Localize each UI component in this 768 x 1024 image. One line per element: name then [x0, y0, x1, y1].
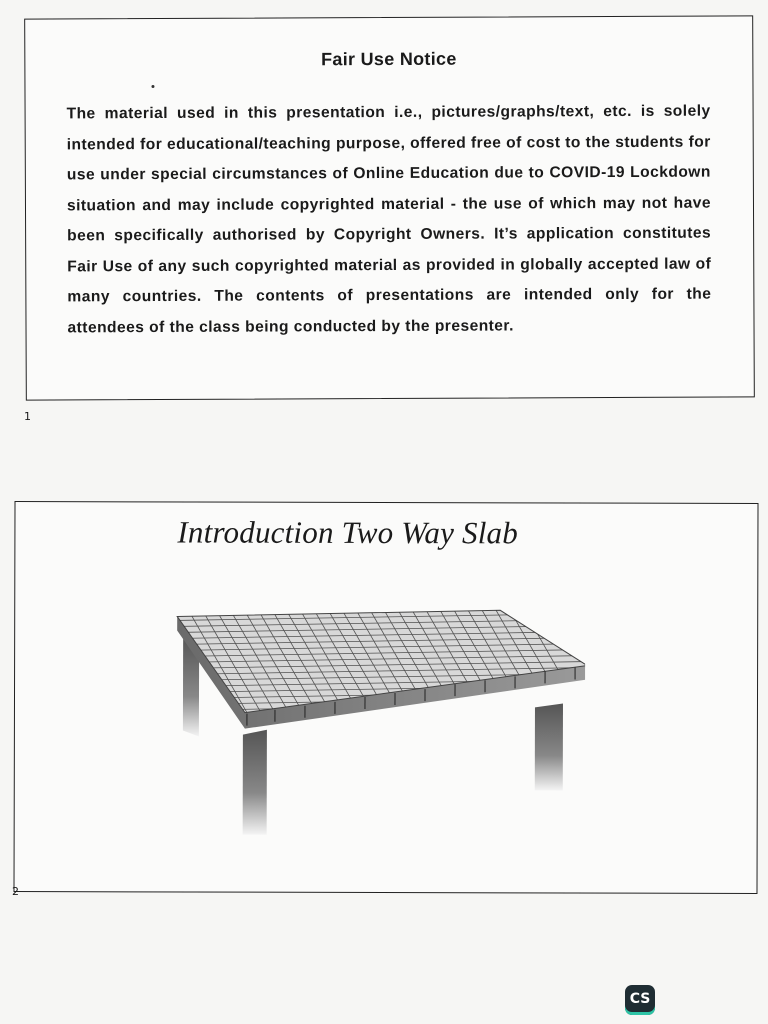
notice-body: The material used in this presentation i.e., pictures/graphs/text, etc. is solely intended for educational/teaching purpose, offered free of cost to the students for use under special circumstances of Online Education due to COVID-19 Lockdown situation and may include copyrighted material - the use of which may not have been specifically authorised by Copyright Owners. It’s application constitutes Fair Use of any such copyrighted material as provided in globally accepted law of many countries. The contents of presentations are intended only for the attendees of the class being conducted by the presenter. — [66, 102, 712, 336]
slide-2-title: Introduction Two Way Slab — [177, 514, 519, 551]
front-right-leg — [535, 703, 563, 790]
camscanner-logo: CS — [625, 985, 655, 1015]
page-number-1: 1 — [24, 410, 31, 423]
two-way-slab-illustration — [155, 594, 586, 840]
stray-dot — [151, 85, 154, 88]
slide-1-frame — [24, 15, 755, 400]
slide-2-frame — [13, 501, 758, 894]
notice-title: Fair Use Notice — [321, 48, 457, 70]
page-number-2: 2 — [12, 885, 19, 898]
front-left-leg — [243, 730, 267, 835]
